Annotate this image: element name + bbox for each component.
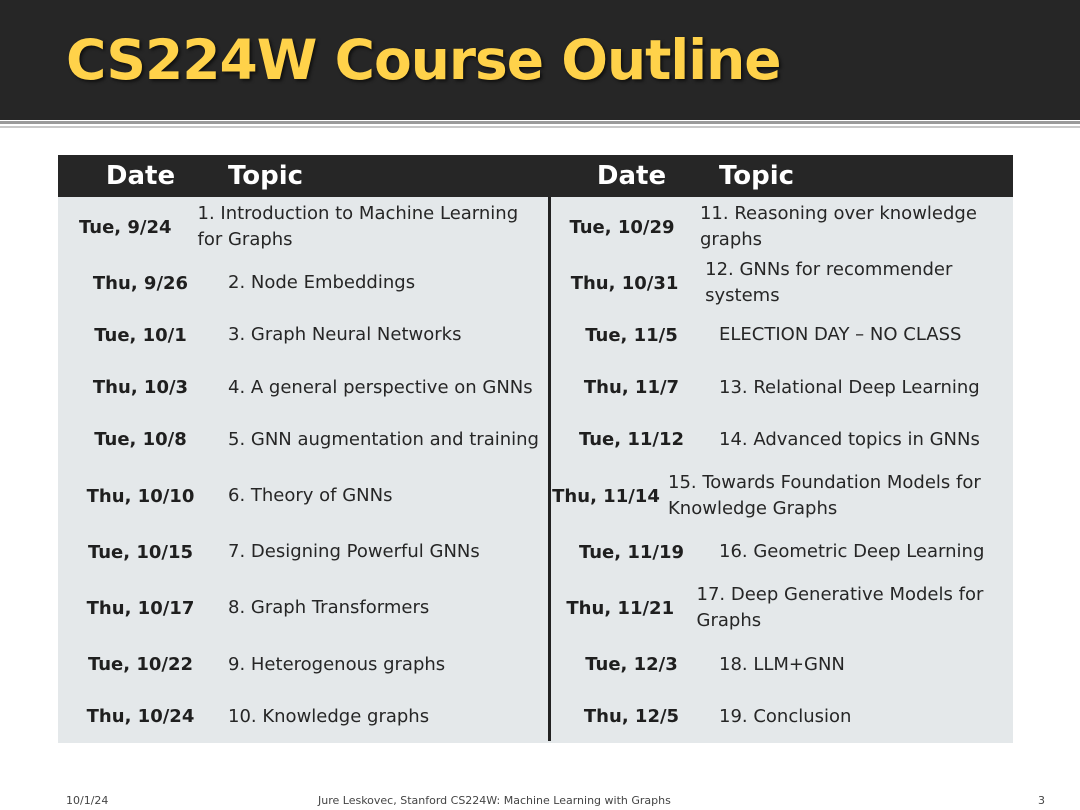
- lecture-date: Thu, 10/3: [92, 377, 189, 399]
- schedule-column-right: [549, 155, 1013, 743]
- table-row: [58, 526, 549, 578]
- lecture-date: Tue, 11/12: [578, 429, 685, 451]
- table-row: [549, 414, 1013, 466]
- lecture-topic: 1. Introduction to Machine Learning for Graphs: [197, 203, 519, 251]
- slide-title: CS224W Course Outline: [66, 28, 781, 92]
- lecture-topic: 14. Advanced topics in GNNs: [719, 428, 980, 450]
- table-row: [58, 362, 549, 414]
- lecture-topic: 16. Geometric Deep Learning: [719, 541, 985, 563]
- lecture-date: Thu, 11/21: [566, 597, 675, 619]
- title-divider-thin: [0, 126, 1080, 128]
- lecture-date: Thu, 12/5: [583, 706, 680, 728]
- table-row: [58, 257, 549, 309]
- lecture-topic: ELECTION DAY – NO CLASS: [719, 324, 962, 346]
- lecture-topic: 18. LLM+GNN: [719, 653, 845, 675]
- schedule-column-left: [58, 155, 549, 743]
- lecture-topic: 8. Graph Transformers: [228, 597, 430, 619]
- lecture-topic: 7. Designing Powerful GNNs: [228, 541, 480, 563]
- table-row: [549, 362, 1013, 414]
- lecture-date: Tue, 10/29: [569, 216, 675, 238]
- lecture-topic: 19. Conclusion: [719, 705, 852, 727]
- table-row: [549, 526, 1013, 578]
- lecture-date: Tue, 12/3: [585, 654, 678, 676]
- lecture-topic: 10. Knowledge graphs: [228, 705, 430, 727]
- lecture-topic: 12. GNNs for recommender systems: [705, 259, 953, 307]
- lecture-date: Tue, 10/8: [94, 429, 187, 451]
- table-row: [58, 309, 549, 361]
- lecture-date: Tue, 10/15: [87, 541, 194, 563]
- lecture-date: Tue, 11/5: [585, 324, 678, 346]
- lecture-date: Tue, 11/19: [578, 541, 685, 563]
- title-bar: [0, 0, 1080, 120]
- table-header-left: [58, 155, 549, 197]
- lecture-date: Thu, 10/31: [570, 272, 679, 294]
- rows-right: [549, 197, 1013, 743]
- schedule-table: [58, 155, 1013, 743]
- lecture-date: Thu, 11/7: [583, 377, 680, 399]
- table-row: [58, 578, 549, 638]
- table-row: [549, 466, 1013, 526]
- table-row: [58, 639, 549, 691]
- header-topic: Topic: [719, 161, 795, 191]
- footer-date: 10/1/24: [66, 794, 109, 807]
- lecture-topic: 5. GNN augmentation and training: [228, 428, 539, 450]
- lecture-topic: 2. Node Embeddings: [228, 272, 416, 294]
- lecture-topic: 9. Heterogenous graphs: [228, 653, 446, 675]
- lecture-date: Tue, 9/24: [78, 216, 172, 238]
- lecture-topic: 13. Relational Deep Learning: [719, 376, 980, 398]
- lecture-topic: 6. Theory of GNNs: [228, 485, 393, 507]
- header-topic: Topic: [228, 161, 304, 191]
- table-header-right: [549, 155, 1013, 197]
- lecture-topic: 3. Graph Neural Networks: [228, 324, 462, 346]
- lecture-date: Thu, 10/10: [86, 485, 195, 507]
- lecture-date: Tue, 10/1: [94, 324, 187, 346]
- table-row: [58, 414, 549, 466]
- table-row: [549, 578, 1013, 638]
- table-row: [549, 691, 1013, 743]
- lecture-topic: 17. Deep Generative Models for Graphs: [696, 584, 984, 632]
- page-number: 3: [1038, 794, 1045, 807]
- table-row: [549, 639, 1013, 691]
- header-date: Date: [596, 161, 667, 191]
- header-date: Date: [105, 161, 176, 191]
- footer-credit: Jure Leskovec, Stanford CS224W: Machine Learning with Graphs: [318, 794, 671, 807]
- title-divider: [0, 121, 1080, 124]
- lecture-date: Thu, 10/17: [86, 597, 195, 619]
- table-row: [549, 197, 1013, 257]
- rows-left: [58, 197, 549, 743]
- lecture-date: Thu, 11/14: [552, 485, 660, 507]
- table-row: [549, 257, 1013, 309]
- table-row: [58, 691, 549, 743]
- lecture-date: Thu, 10/24: [86, 706, 195, 728]
- table-row: [549, 309, 1013, 361]
- lecture-topic: 11. Reasoning over knowledge graphs: [699, 203, 977, 251]
- lecture-topic: 15. Towards Foundation Models for Knowledge Graphs: [668, 472, 981, 520]
- table-row: [58, 197, 549, 257]
- lecture-topic: 4. A general perspective on GNNs: [228, 376, 533, 398]
- table-row: [58, 466, 549, 526]
- lecture-date: Thu, 9/26: [92, 272, 189, 294]
- lecture-date: Tue, 10/22: [87, 654, 194, 676]
